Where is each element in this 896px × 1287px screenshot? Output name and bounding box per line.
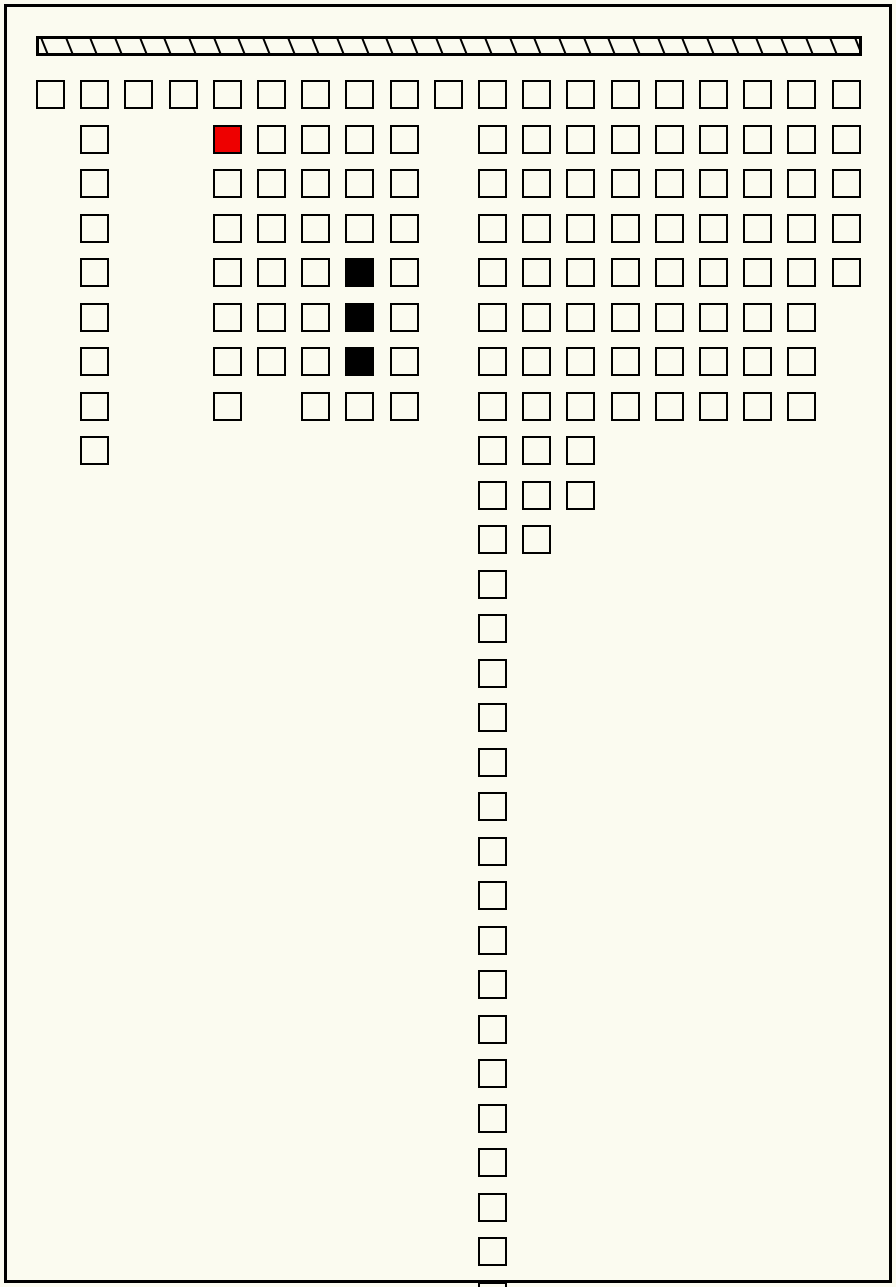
cell-empty[interactable] [169,80,198,109]
cell-empty[interactable] [743,125,772,154]
cell-empty[interactable] [345,80,374,109]
cell-empty[interactable] [787,392,816,421]
hatch-mark [705,36,720,56]
cell-empty[interactable] [699,80,728,109]
cell-empty[interactable] [566,436,595,465]
cell-empty[interactable] [478,614,507,643]
cell-empty[interactable] [257,303,286,332]
cell-empty[interactable] [522,347,551,376]
hatch-mark [384,36,399,56]
cell-highlighted[interactable] [213,125,242,154]
cell-empty[interactable] [213,392,242,421]
cell-empty[interactable] [478,748,507,777]
hatch-mark [63,36,78,56]
cell-empty[interactable] [566,481,595,510]
cell-empty[interactable] [390,214,419,243]
cell-empty[interactable] [566,80,595,109]
cell-empty[interactable] [832,169,861,198]
cell-empty[interactable] [611,214,640,243]
hatch-mark [828,36,843,56]
cell-filled[interactable] [345,258,374,287]
hatch-mark [557,36,572,56]
hatch-mark [803,36,818,56]
cell-empty[interactable] [478,1148,507,1177]
hatch-mark [680,36,695,56]
hatch-mark [137,36,152,56]
cell-empty[interactable] [301,80,330,109]
cell-empty[interactable] [390,169,419,198]
cell-empty[interactable] [301,303,330,332]
cell-empty[interactable] [787,258,816,287]
cell-empty[interactable] [566,258,595,287]
cell-empty[interactable] [213,214,242,243]
cell-empty[interactable] [522,258,551,287]
cell-empty[interactable] [522,125,551,154]
cell-empty[interactable] [478,970,507,999]
hatch-mark [261,36,276,56]
cell-empty[interactable] [478,703,507,732]
cell-empty[interactable] [832,125,861,154]
cell-empty[interactable] [566,347,595,376]
cell-empty[interactable] [390,258,419,287]
cell-filled[interactable] [345,347,374,376]
cell-empty[interactable] [301,392,330,421]
hatch-mark [113,36,128,56]
cell-empty[interactable] [478,481,507,510]
cell-empty[interactable] [655,392,684,421]
hatch-mark [211,36,226,56]
cell-empty[interactable] [566,392,595,421]
cell-empty[interactable] [301,347,330,376]
cell-empty[interactable] [832,214,861,243]
cell-empty[interactable] [80,169,109,198]
hatch-mark [631,36,646,56]
cell-empty[interactable] [478,525,507,554]
cell-empty[interactable] [213,169,242,198]
cell-empty[interactable] [699,303,728,332]
cell-empty[interactable] [566,214,595,243]
cell-empty[interactable] [743,80,772,109]
cell-empty[interactable] [478,258,507,287]
cell-filled[interactable] [345,303,374,332]
cell-empty[interactable] [522,481,551,510]
cell-empty[interactable] [257,347,286,376]
cell-empty[interactable] [80,214,109,243]
hatch-mark [606,36,621,56]
cell-empty[interactable] [301,214,330,243]
cell-empty[interactable] [699,214,728,243]
hatch-mark [458,36,473,56]
cell-empty[interactable] [345,125,374,154]
cell-empty[interactable] [611,347,640,376]
cell-empty[interactable] [478,926,507,955]
hatch-mark [507,36,522,56]
cell-empty[interactable] [257,125,286,154]
cell-empty[interactable] [743,303,772,332]
cell-empty[interactable] [301,258,330,287]
cell-empty[interactable] [390,80,419,109]
cell-empty[interactable] [478,1237,507,1266]
cell-empty[interactable] [301,125,330,154]
cell-empty[interactable] [478,570,507,599]
hatched-header-bar [36,36,862,56]
cell-empty[interactable] [80,392,109,421]
cell-empty[interactable] [787,347,816,376]
hatch-mark [729,36,744,56]
cell-empty[interactable] [743,169,772,198]
cell-empty[interactable] [611,303,640,332]
cell-empty[interactable] [611,169,640,198]
cell-empty[interactable] [611,80,640,109]
hatch-mark [310,36,325,56]
cell-empty[interactable] [257,258,286,287]
cell-empty[interactable] [80,80,109,109]
cell-empty[interactable] [655,169,684,198]
cell-empty[interactable] [832,258,861,287]
cell-empty[interactable] [257,169,286,198]
cell-empty[interactable] [743,347,772,376]
cell-empty[interactable] [611,258,640,287]
hatch-mark [779,36,794,56]
cell-empty[interactable] [522,525,551,554]
cell-empty[interactable] [390,303,419,332]
cell-empty[interactable] [743,258,772,287]
cell-empty[interactable] [832,80,861,109]
cell-empty[interactable] [213,258,242,287]
cell-empty[interactable] [522,169,551,198]
cell-empty[interactable] [655,214,684,243]
cell-empty[interactable] [655,125,684,154]
cell-empty[interactable] [80,258,109,287]
cell-empty[interactable] [257,214,286,243]
hatch-mark [754,36,769,56]
cell-empty[interactable] [787,125,816,154]
hatch-mark [409,36,424,56]
cell-empty[interactable] [345,169,374,198]
cell-empty[interactable] [390,125,419,154]
hatch-mark [162,36,177,56]
cell-empty[interactable] [478,837,507,866]
hatch-mark [581,36,596,56]
cell-empty[interactable] [434,80,463,109]
cell-empty[interactable] [655,80,684,109]
cell-empty[interactable] [787,303,816,332]
cell-empty[interactable] [478,125,507,154]
cell-empty[interactable] [743,392,772,421]
cell-empty[interactable] [301,169,330,198]
cell-empty[interactable] [80,125,109,154]
cell-empty[interactable] [522,80,551,109]
cell-empty[interactable] [478,80,507,109]
hatch-mark [285,36,300,56]
hatch-mark [236,36,251,56]
cell-empty[interactable] [213,303,242,332]
cell-empty[interactable] [787,169,816,198]
hatch-mark [532,36,547,56]
hatch-mark [655,36,670,56]
cell-empty[interactable] [699,169,728,198]
cell-empty[interactable] [478,881,507,910]
cell-empty[interactable] [124,80,153,109]
cell-empty[interactable] [80,303,109,332]
cell-empty[interactable] [699,125,728,154]
hatch-mark [359,36,374,56]
cell-empty[interactable] [566,303,595,332]
cell-empty[interactable] [80,436,109,465]
cell-empty[interactable] [478,659,507,688]
cell-empty[interactable] [566,169,595,198]
cell-empty[interactable] [345,214,374,243]
hatch-mark [187,36,202,56]
hatch-mark [483,36,498,56]
cell-empty[interactable] [787,214,816,243]
cell-empty[interactable] [478,1104,507,1133]
cell-empty[interactable] [522,436,551,465]
cell-empty[interactable] [478,792,507,821]
cell-empty[interactable] [655,303,684,332]
cell-empty[interactable] [478,1193,507,1222]
cell-empty[interactable] [743,214,772,243]
cell-empty[interactable] [611,392,640,421]
cell-empty[interactable] [611,125,640,154]
cell-empty[interactable] [478,347,507,376]
cell-empty[interactable] [36,80,65,109]
cell-empty[interactable] [390,392,419,421]
cell-empty[interactable] [522,214,551,243]
cell-empty[interactable] [655,347,684,376]
cell-empty[interactable] [478,1059,507,1088]
cell-empty[interactable] [655,258,684,287]
hatch-mark [88,36,103,56]
cell-empty[interactable] [699,347,728,376]
cell-empty[interactable] [345,392,374,421]
cell-empty[interactable] [390,347,419,376]
hatch-mark [335,36,350,56]
hatch-mark [853,36,862,56]
cell-empty[interactable] [478,392,507,421]
cell-empty[interactable] [213,80,242,109]
cell-empty[interactable] [213,347,242,376]
cell-empty[interactable] [699,258,728,287]
cell-empty[interactable] [478,436,507,465]
hatch-mark [433,36,448,56]
cell-empty[interactable] [699,392,728,421]
cell-empty[interactable] [257,80,286,109]
cell-empty[interactable] [566,125,595,154]
cell-empty[interactable] [522,303,551,332]
cell-empty[interactable] [478,303,507,332]
cell-empty[interactable] [478,1282,507,1287]
hatch-mark [39,36,54,56]
cell-empty[interactable] [478,169,507,198]
cell-empty[interactable] [522,392,551,421]
cell-empty[interactable] [478,1015,507,1044]
cell-empty[interactable] [787,80,816,109]
cell-empty[interactable] [478,214,507,243]
cell-empty[interactable] [80,347,109,376]
